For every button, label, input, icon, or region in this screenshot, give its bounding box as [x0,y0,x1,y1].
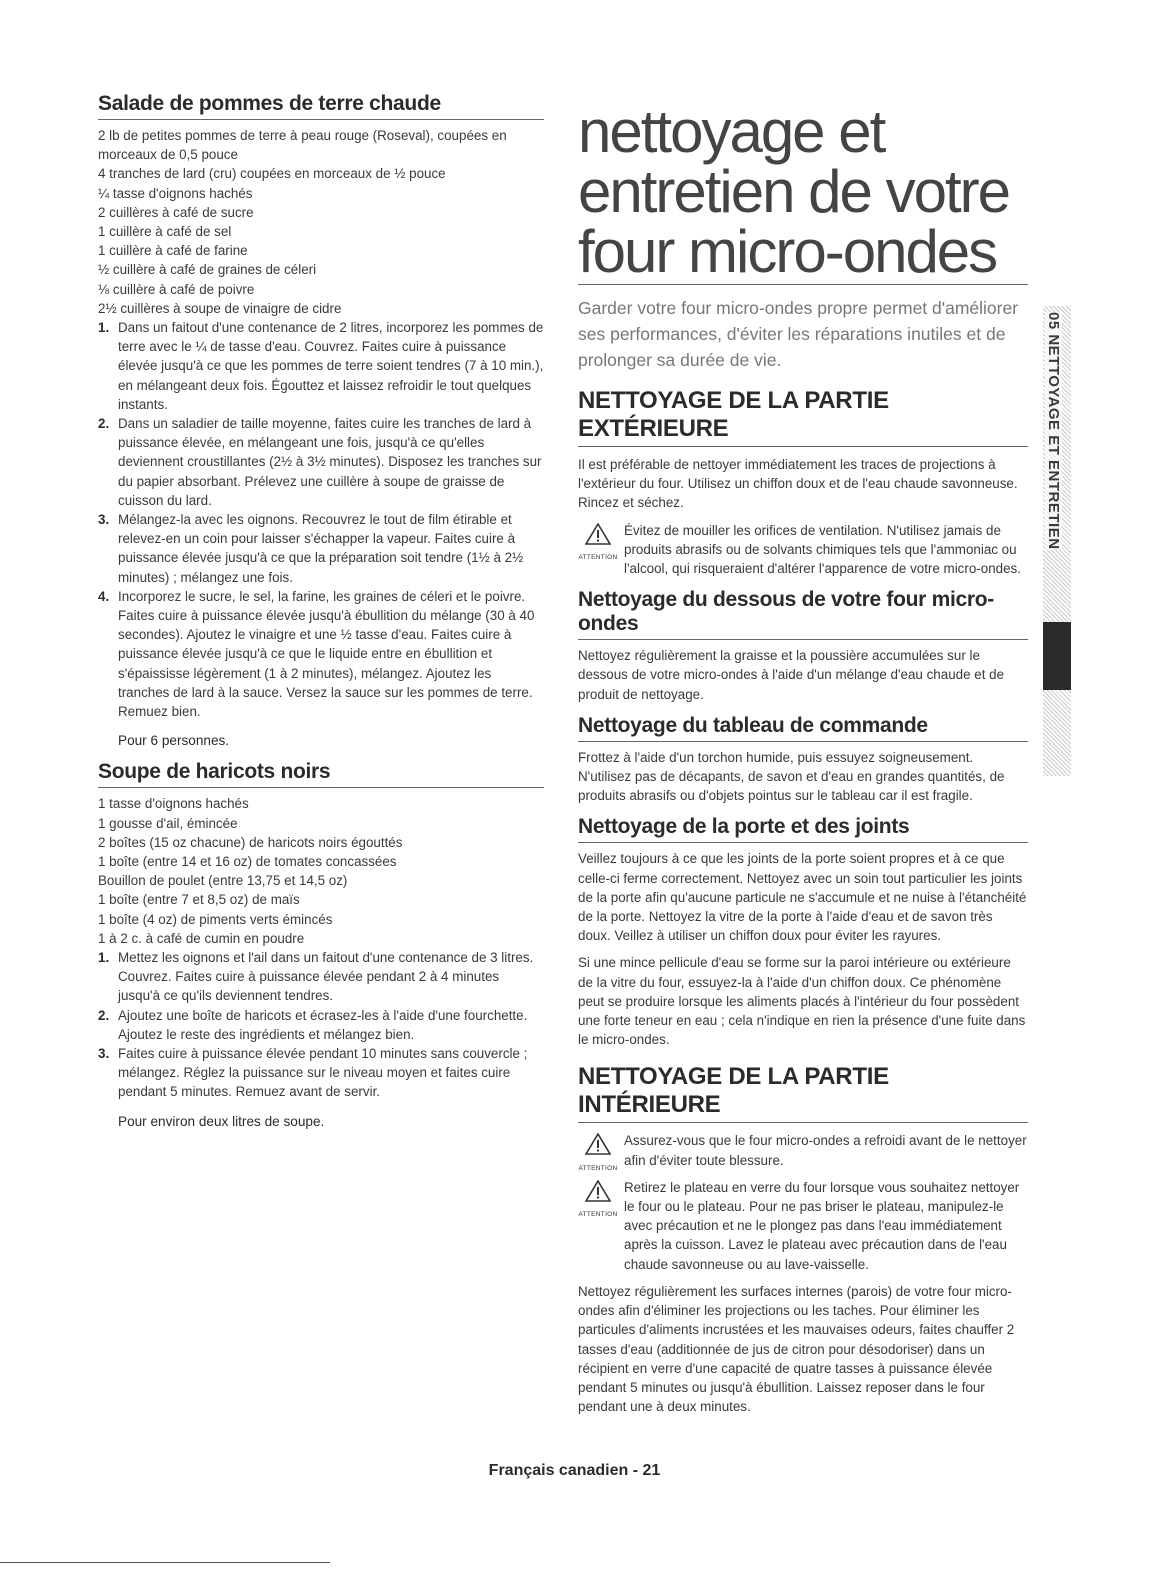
warning-icon [578,1133,618,1177]
recipe-step [98,318,544,414]
step-text: Incorporez le sucre, le sel, la farine, les graines de céleri et le poivre. Faites cuire à puissance élevée jusqu'à ébullition du mélange (30 à 40 secondes). Ajoutez le vinaigre et une ½ tasse d'eau. Faites cuire à puissance élevée jusqu'à ce que le liquide entre en ébullition et s'épaississe légèrement (1 à 2 minutes), mélangez. Ajoutez les tranches de lard à la sauce. Versez la sauce sur les pommes de terre. Remuez bien. [118,588,535,720]
underside-cleaning-title: Nettoyage du dessous de votre four micro-ondes [578,588,1028,640]
recipe-step [98,1006,544,1044]
warning-note [578,521,1028,579]
ingredient: morceaux de 0,5 pouce [98,147,238,163]
warning-triangle-icon [585,523,611,545]
ingredient: Bouillon de poulet (entre 13,75 et 14,5 oz) [98,873,348,889]
ingredient: 1 boîte (entre 7 et 8,5 oz) de maïs [98,892,300,908]
ingredient: 1 à 2 c. à café de cumin en poudre [98,930,305,946]
step-number: 2. [98,1007,110,1023]
side-tab-marker [1043,622,1071,690]
black-bean-soup-title: Soupe de haricots noirs [98,760,544,788]
cleaning-column [578,92,1028,1424]
interior-cleaning-text: Nettoyez régulièrement les surfaces internes (parois) de votre four micro-ondes afin d'éliminer les projections ou les taches. Pour éliminer les particules d'aliments incrustées et les mauvaises odeurs, faites chauffer 2 tasses d'eau (additionnée de jus de citron pour désodoriser) dans un récipient en verre d'une capacité de quatre tasses à puissance élevée pendant 5 minutes ou jusqu'à ébullition. Laissez reposer dans le four pendant une à deux minutes. [578,1283,1015,1415]
recipes-column [98,92,544,1141]
recipe-step [98,510,544,587]
potato-salad-ingredients [98,126,544,318]
potato-salad-recipe [98,92,544,750]
door-cleaning-text: Veillez toujours à ce que les joints de la porte soient propres et à ce que celle-ci ferme correctement. Nettoyez avec un soin tout particulier les joints de la porte afin qu'aucune particule ne s'accumule et ne nuise à l'étanchéité de la porte. Nettoyez la vitre de la porte à l'aide d'eau et de savon très doux. Veillez à utiliser un chiffon doux pour éviter les rayures. [578,851,1027,944]
black-bean-soup-steps [98,948,544,1102]
step-number: 1. [98,320,110,336]
ingredient: 1 cuillère à café de sel [98,224,232,240]
warning-label: ATTENTION [578,1164,618,1172]
chapter-side-tab [1043,306,1071,784]
door-condensation-text: Si une mince pellicule d'eau se forme sur la paroi intérieure ou extérieure de la vitre du four, essuyez-la à l'aide d'un chiffon doux. Ce phénomène peut se produire lorsque les aliments placés à l'intérieur du four possèdent une forte teneur en eau ; cela n'indique en rien la présence d'une fuite dans le micro-ondes. [578,955,1026,1048]
door-cleaning-title: Nettoyage de la porte et des joints [578,815,1028,843]
step-text: Mélangez-la avec les oignons. Recouvrez le tout de film étirable et relevez-en un coin pour laisser s'échapper la vapeur. Faites cuire à puissance élevée jusqu'à ce que la préparation soit tendre (1½ à 2½ minutes) ; mélangez une fois. [118,512,524,585]
warning-note [578,1178,1028,1274]
step-number: 2. [98,416,110,432]
page-footer: Français canadien - 21 [488,1462,661,1479]
step-text: Faites cuire à puissance élevée pendant 10 minutes sans couvercle ; mélangez. Réglez la puissance sur le niveau moyen et faites cuire pendant 5 minutes. Remuez avant de servir. [118,1045,528,1100]
ingredient: 1 tasse d'oignons hachés [98,796,249,812]
intro-text: Garder votre four micro-ondes propre permet d'améliorer ses performances, d'éviter les réparations inutiles et de prolonger sa durée de vie. [578,298,1019,370]
potato-salad-serving: Pour 6 personnes. [118,733,230,749]
exterior-cleaning-title: NETTOYAGE DE LA PARTIE EXTÉRIEURE [578,387,1028,447]
step-number: 4. [98,588,110,604]
step-text: Ajoutez une boîte de haricots et écrasez-les à l'aide d'une fourchette. Ajoutez le reste des ingrédients et mélangez bien. [118,1007,528,1042]
ingredient: ½ cuillère à café de graines de céleri [98,262,317,278]
black-bean-soup-serving: Pour environ deux litres de soupe. [118,1113,325,1129]
potato-salad-steps [98,318,544,721]
ingredient: 1 boîte (entre 14 et 16 oz) de tomates concassées [98,853,397,869]
ingredient: ⅛ cuillère à café de poivre [98,281,255,297]
page-title [578,98,1028,285]
ingredient: 2 lb de petites pommes de terre à peau rouge (Roseval), coupées en [98,128,507,143]
ingredient: 1 cuillère à café de farine [98,243,248,259]
page-title-line: four micro-ondes [578,218,997,285]
step-text: Mettez les oignons et l'ail dans un faitout d'une contenance de 3 litres. Couvrez. Faites cuire à puissance élevée pendant 2 à 4 minutes jusqu'à ce qu'ils deviennent tendres. [118,949,534,1004]
warning-text: Assurez-vous que le four micro-ondes a refroidi avant de le nettoyer afin d'éviter toute blessure. [624,1133,1027,1168]
step-number: 1. [98,949,110,965]
warning-triangle-icon [585,1180,611,1202]
recipe-step [98,414,544,510]
ingredient: 2 boîtes (15 oz chacune) de haricots noirs égouttés [98,834,403,850]
black-bean-soup-recipe [98,760,544,1130]
recipe-step [98,948,544,1006]
warning-text: Retirez le plateau en verre du four lorsque vous souhaitez nettoyer le four ou le plateau. Pour ne pas briser le plateau, manipulez-le avec précaution et ne le plongez pas dans l'eau immédiatement après la cuisson. Lavez le plateau avec précaution dans de l'eau chaude savonneuse ou au lave-vaisselle. [624,1179,1020,1272]
warning-text: Évitez de mouiller les orifices de ventilation. N'utilisez jamais de produits abrasifs ou de solvants chimiques tels que l'ammoniac ou l'alcool, qui risqueraient d'altérer l'apparence de votre micro-ondes. [624,522,1021,577]
ingredient: ¼ tasse d'oignons hachés [98,185,253,201]
warning-icon [578,523,618,567]
recipe-step [98,1044,544,1102]
ingredient: 2 cuillères à café de sucre [98,204,254,220]
warning-label: ATTENTION [578,553,618,561]
step-text: Dans un saladier de taille moyenne, faites cuire les tranches de lard à puissance élevée, en mélangeant une fois, jusqu'à ce qu'elles deviennent croustillantes (2½ à 3½ minutes). Disposez les tranches sur du papier absorbant. Prélevez une cuillère à soupe de graisse de cuisson du lard. [118,416,542,508]
step-number: 3. [98,512,110,528]
exterior-cleaning-text: Il est préférable de nettoyer immédiatement les traces de projections à l'extérieur du four. Utilisez un chiffon doux et de l'eau chaude savonneuse. Rincez et séchez. [578,457,1018,511]
warning-note [578,1131,1028,1172]
control-panel-cleaning-text: Frottez à l'aide d'un torchon humide, puis essuyez soigneusement. N'utilisez pas de décapants, de savon et d'eau en grandes quantités, de produits abrasifs ou d'objets pointus sur le tableau car il est fragile. [578,749,1005,804]
ingredient: 1 boîte (4 oz) de piments verts émincés [98,911,333,927]
warning-icon [578,1180,618,1224]
black-bean-soup-ingredients [98,794,544,948]
control-panel-cleaning-title: Nettoyage du tableau de commande [578,714,1028,742]
ingredient: 2½ cuillères à soupe de vinaigre de cidre [98,300,342,316]
page-title-line: entretien de votre [578,158,1009,225]
recipe-step [98,587,544,721]
potato-salad-title: Salade de pommes de terre chaude [98,92,544,120]
step-number: 3. [98,1045,110,1061]
side-tab-label: 05 NETTOYAGE ET ENTRETIEN [1045,312,1062,550]
warning-label: ATTENTION [578,1211,618,1219]
ingredient: 4 tranches de lard (cru) coupées en morceaux de ½ pouce [98,166,446,182]
page-title-line: nettoyage et [578,98,885,165]
interior-cleaning-title: NETTOYAGE DE LA PARTIE INTÉRIEURE [578,1063,1028,1123]
divider [0,1562,330,1563]
step-text: Dans un faitout d'une contenance de 2 litres, incorporez les pommes de terre avec le ¼ de tasse d'eau. Couvrez. Faites cuire à puissance élevée jusqu'à ce que les pommes de terre soient tendres (7 à 10 min.), en mélangeant deux fois. Égouttez et laissez refroidir le tout quelques instants. [118,320,544,412]
ingredient: 1 gousse d'ail, émincée [98,815,238,831]
warning-triangle-icon [585,1133,611,1155]
underside-cleaning-text: Nettoyez régulièrement la graisse et la poussière accumulées sur le dessous de votre micro-ondes à l'aide d'un mélange d'eau chaude et de produit de nettoyage. [578,648,1005,702]
